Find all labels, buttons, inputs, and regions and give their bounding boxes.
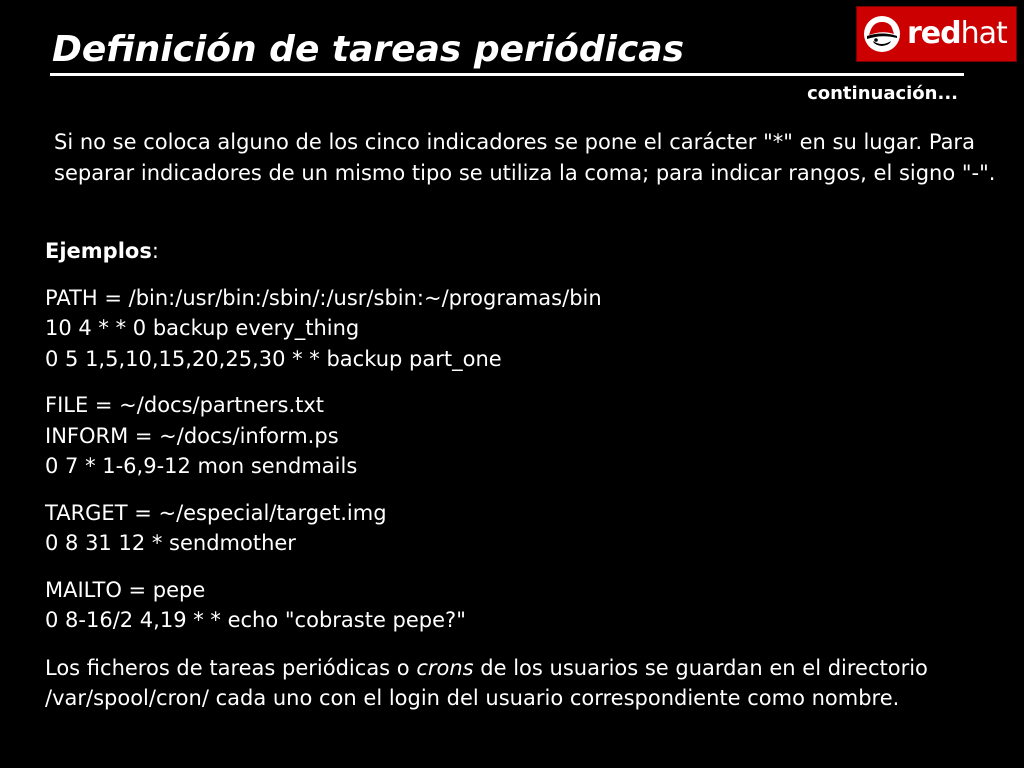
example-line: FILE = ~/docs/partners.txt — [45, 393, 325, 417]
examples-colon: : — [151, 239, 159, 263]
redhat-wordmark — [907, 16, 1007, 51]
logo-text-red: red — [907, 16, 961, 51]
example-line: INFORM = ~/docs/inform.ps — [45, 423, 339, 448]
intro-paragraph: Si no se coloca alguno de los cinco indicadores se pone el carácter "*" en su lugar. Para separar indicadores de un mismo tipo se utiliza la coma; para indicar rangos, el signo "-". — [54, 130, 996, 185]
slide-title: Definición de tareas periódicas — [52, 29, 685, 70]
example-line: MAILTO = pepe — [45, 577, 206, 602]
examples-label: Ejemplos — [45, 239, 152, 263]
shadowman-hat-icon — [863, 14, 901, 54]
closing-text-end: de los usuarios se guardan en el directorio /var/spool/cron/ cada uno con el login del usuario correspondiente como nombre. — [45, 655, 928, 710]
continuation-label: continuación... — [807, 83, 958, 104]
example-line: 0 8-16/2 4,19 * * echo "cobraste pepe?" — [45, 608, 466, 632]
examples-section — [45, 236, 1010, 714]
example-line: 0 5 1,5,10,15,20,25,30 * * backup part_one — [45, 346, 502, 371]
example-group — [45, 498, 1010, 559]
example-line: 0 7 * 1-6,9-12 mon sendmails — [45, 454, 358, 478]
example-group — [45, 283, 1010, 375]
examples-list — [45, 283, 1010, 636]
example-group — [45, 575, 1010, 636]
example-group — [45, 390, 1010, 482]
title-underline — [50, 73, 964, 76]
logo-text-hat: hat — [960, 16, 1007, 51]
crons-term: crons — [416, 655, 474, 680]
example-line: 10 4 * * 0 backup every_thing — [45, 316, 360, 340]
example-line: PATH = /bin:/usr/bin:/sbin/:/usr/sbin:~/programas/bin — [45, 285, 602, 310]
closing-paragraph — [45, 653, 1010, 714]
redhat-logo — [856, 6, 1017, 62]
examples-heading — [45, 236, 1010, 267]
example-line: 0 8 31 12 * sendmother — [45, 531, 296, 555]
example-line: TARGET = ~/especial/target.img — [45, 500, 387, 525]
closing-text-start: Los ficheros de tareas periódicas o — [45, 655, 417, 680]
